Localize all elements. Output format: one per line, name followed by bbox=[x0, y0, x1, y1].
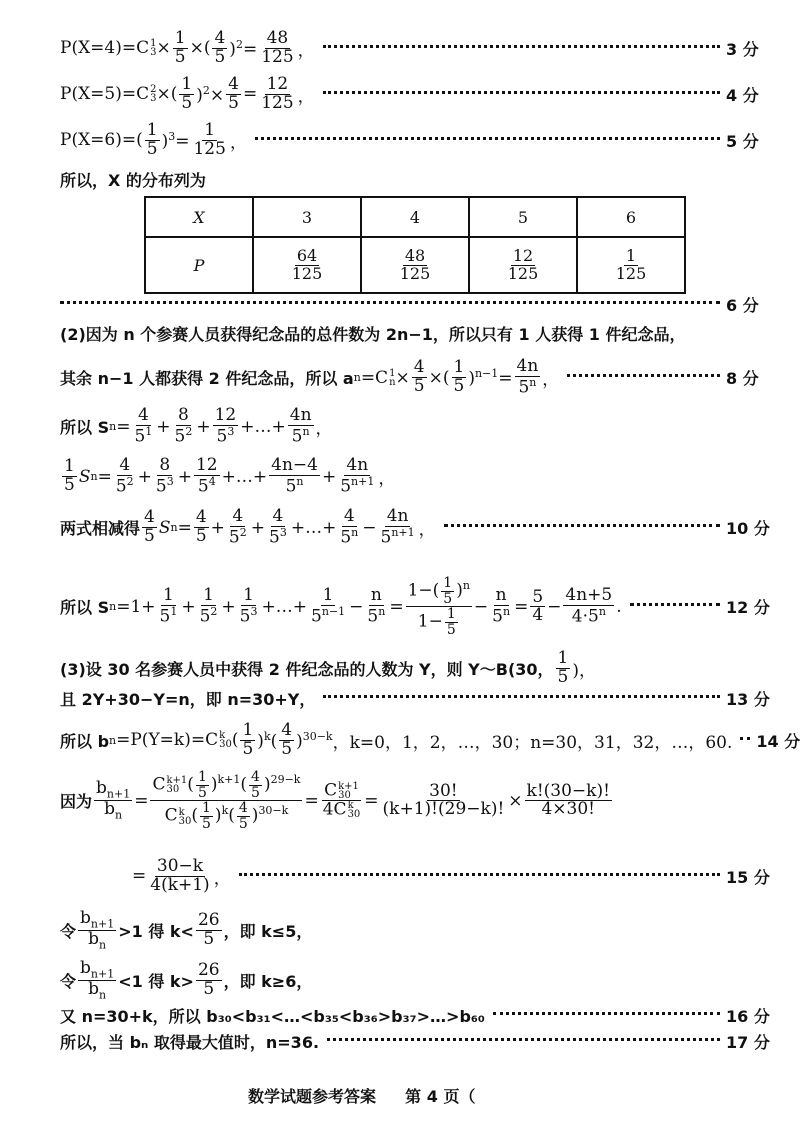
table-cell: $\frac{64}{125}$ bbox=[253, 237, 361, 293]
prob-x5-line: P(X=5)=C 2 3 ×( $\frac{1}{5}$ )$^2$× $\frac{4}{5}$ = $\frac{12}{125}$ ， 4 分 bbox=[60, 74, 759, 113]
bn-line: 所以 b n =P(Y=k)=C k 30 ( $\frac{1}{5}$ )$^k$( $\frac{4}{5}$ )$^{30-k}$ ，k=0，1，2，…，30；n=30，31，32，…，60. 14 分 bbox=[60, 720, 800, 759]
dot-leader bbox=[323, 45, 720, 48]
condition-line-2: 令 $\frac{b_{n+1}}{b_n}$ <1 得 k> $\frac{26}{5}$ ，即 k≥6， bbox=[60, 958, 313, 1002]
dot-leader bbox=[239, 873, 720, 876]
score-points: 13 分 bbox=[726, 690, 770, 709]
dot-leader bbox=[323, 695, 720, 698]
ratio-line: 因为 $\frac{b_{n+1}}{b_n}$ = C k+1 30 ( $\frac{1}{5}$ )$^{k+1}$( $\frac{4}{5}$ )$^{29-k}$ C k 30 ( $\frac{1}{5}$ )$^k$( $\frac{4}{5}$ )$^{30-k}$ = C k+1 30 4C k 30 = $\frac{30!}{(k+1)!(29-k)!}$ × $\frac{k!(30-k)!}{4\times 30!}$ bbox=[60, 769, 610, 833]
score-points: 10 分 bbox=[726, 519, 770, 539]
dot-leader bbox=[493, 1012, 720, 1015]
table-cell: $\frac{48}{125}$ bbox=[361, 237, 469, 293]
dot-leader bbox=[444, 524, 720, 527]
score-points: 16 分 bbox=[726, 1007, 770, 1026]
difference-line: 两式相减得 $\frac{4}{5}$ S n = $\frac{4}{5}$ + $\frac{4}{5^2}$ + $\frac{4}{5^3}$ +…+ $\frac{4}{5^n}$ − $\frac{4n}{5^{n+1}}$ ， 10 分 bbox=[60, 506, 770, 548]
table-cell: 4 bbox=[361, 197, 469, 237]
footer-title: 数学试题参考答案 bbox=[248, 1087, 377, 1106]
score-points: 14 分 bbox=[756, 731, 800, 751]
footer-page: 第 4 页（ bbox=[405, 1087, 476, 1106]
part3-line2: 且 2Y+30−Y=n，即 n=30+Y， 13 分 bbox=[60, 687, 760, 710]
part2-line2: 其余 n−1 人都获得 2 件纪念品，所以 a n =C 1 n × $\frac{4}{5}$ ×( $\frac{1}{5}$ )$^{n-1}$= $\frac{4n}{5^n}$ ， 8 分 bbox=[60, 356, 759, 398]
table-score-line bbox=[60, 293, 760, 316]
score-points: 4 分 bbox=[726, 85, 759, 105]
part2-line1: (2)因为 n 个参赛人员获得纪念品的总件数为 2n−1，所以只有 1 人获得 1 件纪念品， bbox=[60, 325, 686, 344]
dot-leader bbox=[323, 91, 720, 94]
sn-sum-line: 所以 S n = $\frac{4}{5^1}$ + $\frac{8}{5^2}$ + $\frac{12}{5^3}$ +…+ $\frac{4n}{5^n}$ ， bbox=[60, 405, 333, 447]
score-points: 3 分 bbox=[726, 39, 759, 59]
sn-final-line: 所以 S n =1+ $\frac{1}{5^1}$ + $\frac{1}{5^2}$ + $\frac{1}{5^3}$ +…+ $\frac{1}{5^{n-1}}$ − $\frac{n}{5^n}$ = 1−( $\frac{1}{5}$ )$^n$ 1− $\frac{1}{5}$ − $\frac{n}{5^n}$ = $\frac{5}{4}$ − $\frac{4n+5}{4\cdot 5^n}$ . 12 分 bbox=[60, 575, 770, 639]
score-points: 15 分 bbox=[726, 867, 770, 887]
prob-x6-lhs: P(X=6)= bbox=[60, 130, 137, 151]
score-points: 12 分 bbox=[726, 598, 770, 618]
condition-line-1: 令 $\frac{b_{n+1}}{b_n}$ >1 得 k< $\frac{26}{5}$ ，即 k≤5， bbox=[60, 908, 313, 952]
score-points: 5 分 bbox=[726, 131, 759, 151]
table-cell: $\frac{1}{125}$ bbox=[577, 237, 685, 293]
table-cell: 5 bbox=[469, 197, 577, 237]
dot-leader bbox=[255, 137, 720, 140]
conclusion-line: 所以，当 bₙ 取得最大值时，n=36. 17 分 bbox=[60, 1030, 760, 1053]
dot-leader bbox=[630, 603, 720, 606]
sequence-order-line: 又 n=30+k，所以 b₃₀<b₃₁<…<b₃₅<b₃₆>b₃₇>…>b₆₀ 16 分 bbox=[60, 1004, 760, 1027]
score-points: 6 分 bbox=[726, 296, 759, 315]
fifth-sn-line: $\frac{1}{5}$ S n = $\frac{4}{5^2}$ + $\frac{8}{5^3}$ + $\frac{12}{5^4}$ +…+ $\frac{4n-4}{5^n}$ + $\frac{4n}{5^{n+1}}$ ， bbox=[64, 455, 396, 497]
dot-leader bbox=[567, 374, 720, 377]
prob-x6-line: P(X=6)= ( $\frac{1}{5}$ )$^3$= $\frac{1}{125}$ ， 5 分 bbox=[60, 120, 759, 159]
score-points: 17 分 bbox=[726, 1033, 770, 1052]
dot-leader bbox=[740, 737, 750, 740]
score-points: 8 分 bbox=[726, 369, 759, 389]
table-header-p: P bbox=[145, 237, 253, 293]
table-cell: 6 bbox=[577, 197, 685, 237]
table-cell: 3 bbox=[253, 197, 361, 237]
prob-x4-line: P(X=4)=C 1 3 × $\frac{1}{5}$ ×( $\frac{4}{5}$ )$^2$= $\frac{48}{125}$ ， 3 分 bbox=[60, 28, 759, 67]
prob-x4-lhs: P(X=4)=C bbox=[60, 38, 150, 59]
ratio-result-line: = $\frac{30-k}{4(k+1)}$ ， 15 分 bbox=[132, 856, 770, 895]
dist-intro: 所以，X 的分布列为 bbox=[60, 171, 206, 190]
part3-line1: (3)设 30 名参赛人员中获得 2 件纪念品的人数为 Y，则 Y～B(30， $\frac{1}{5}$ )， bbox=[60, 648, 596, 687]
table-cell: $\frac{12}{125}$ bbox=[469, 237, 577, 293]
dot-leader bbox=[60, 301, 720, 304]
prob-x5-lhs: P(X=5)=C bbox=[60, 84, 150, 105]
page-footer bbox=[248, 1084, 475, 1107]
dot-leader bbox=[327, 1038, 720, 1041]
table-header-x: X bbox=[145, 197, 253, 237]
distribution-table bbox=[144, 196, 686, 294]
